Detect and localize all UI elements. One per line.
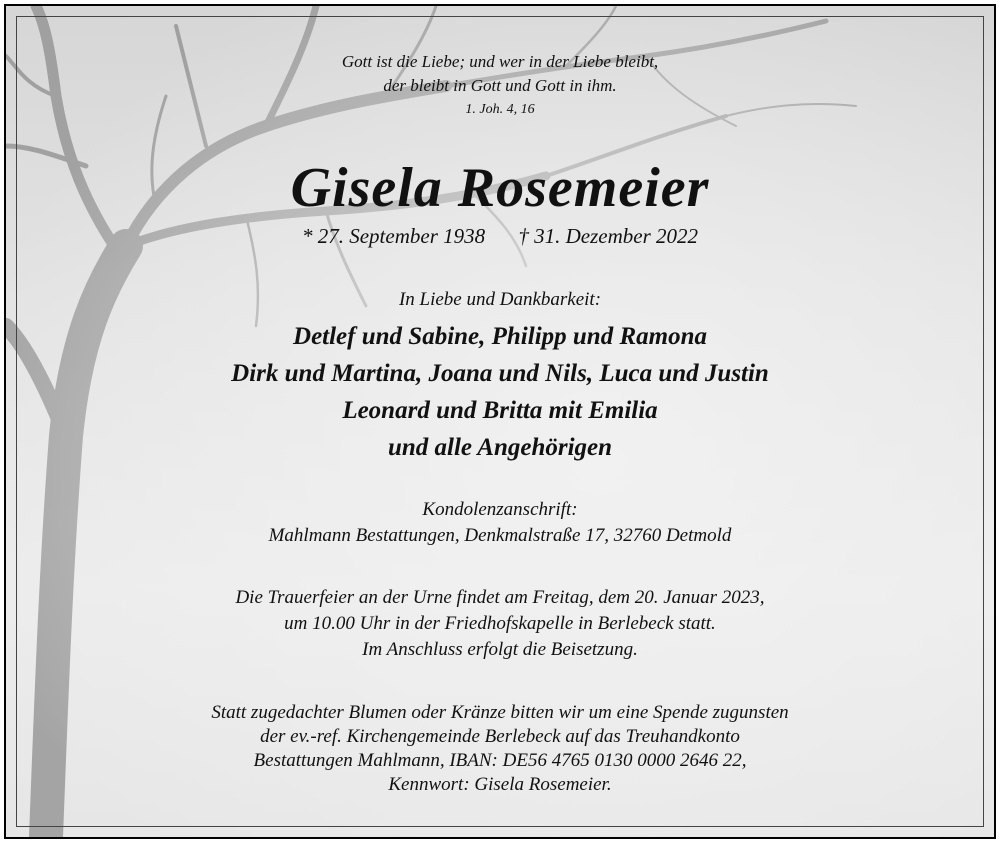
verse-line: Gott ist die Liebe; und wer in der Liebe bleibt, bbox=[341, 52, 659, 71]
donation-line: Bestattungen Mahlmann, IBAN: DE56 4765 0130 0000 2646 22, bbox=[253, 750, 747, 771]
condolence-label: Kondolenzanschrift: bbox=[422, 499, 578, 520]
ceremony-line: Im Anschluss erfolgt die Beisetzung. bbox=[362, 639, 638, 660]
donation-info bbox=[6, 701, 994, 797]
mourner-line: Dirk und Martina, Joana und Nils, Luca und Justin bbox=[231, 360, 769, 387]
ceremony-info bbox=[6, 585, 994, 663]
life-dates bbox=[6, 221, 994, 251]
bible-verse bbox=[6, 50, 994, 122]
donation-line: Statt zugedachter Blumen oder Kränze bitten wir um eine Spende zugunsten bbox=[211, 702, 789, 723]
mourners-list bbox=[6, 318, 994, 466]
condolence-address bbox=[6, 497, 994, 549]
obituary-card bbox=[4, 4, 996, 839]
mourner-line: Leonard und Britta mit Emilia bbox=[342, 397, 658, 424]
ceremony-line: um 10.00 Uhr in der Friedhofskapelle in Berlebeck statt. bbox=[284, 613, 716, 634]
death-date: † 31. Dezember 2022 bbox=[518, 224, 699, 248]
deceased-name: Gisela Rosemeier bbox=[290, 157, 710, 219]
ceremony-line: Die Trauerfeier an der Urne findet am Freitag, dem 20. Januar 2023, bbox=[235, 587, 765, 608]
donation-line: Kennwort: Gisela Rosemeier. bbox=[388, 774, 612, 795]
verse-reference: 1. Joh. 4, 16 bbox=[465, 102, 535, 117]
obituary-content bbox=[6, 6, 994, 837]
donation-line: der ev.-ref. Kirchengemeinde Berlebeck auf das Treuhandkonto bbox=[260, 726, 740, 747]
mourners-intro: In Liebe und Dankbarkeit: bbox=[398, 289, 602, 310]
birth-date: * 27. September 1938 bbox=[301, 224, 486, 248]
condolence-address-text: Mahlmann Bestattungen, Denkmalstraße 17, 32760 Detmold bbox=[268, 525, 732, 546]
verse-line: der bleibt in Gott und Gott in ihm. bbox=[383, 76, 617, 95]
mourner-line: Detlef und Sabine, Philipp und Ramona bbox=[293, 323, 707, 350]
mourner-line: und alle Angehörigen bbox=[387, 434, 613, 461]
